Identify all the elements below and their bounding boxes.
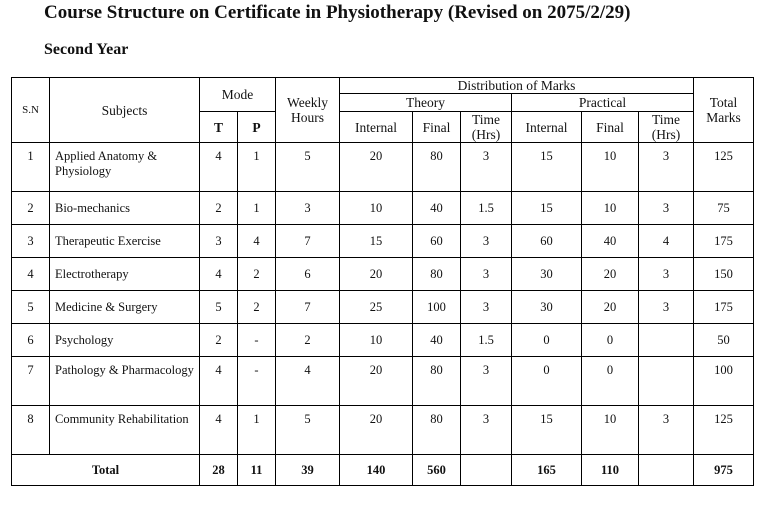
table-row bbox=[12, 291, 754, 324]
total-row bbox=[12, 455, 754, 486]
cell-theory-time: 1.5 bbox=[461, 324, 512, 357]
cell-subject: Community Rehabilitation bbox=[50, 406, 200, 455]
cell-subject: Therapeutic Exercise bbox=[50, 225, 200, 258]
cell-practical-internal: 30 bbox=[512, 291, 582, 324]
header-practical-time: Time (Hrs) bbox=[639, 112, 694, 143]
cell-t: 4 bbox=[200, 258, 238, 291]
cell-total-marks: 175 bbox=[694, 291, 754, 324]
cell-p: 2 bbox=[238, 258, 276, 291]
cell-practical-time: 3 bbox=[639, 406, 694, 455]
cell-p: 2 bbox=[238, 291, 276, 324]
cell-t: 4 bbox=[200, 143, 238, 192]
table-row bbox=[12, 225, 754, 258]
cell-theory-internal: 15 bbox=[340, 225, 413, 258]
total-weekly-hours: 39 bbox=[276, 455, 340, 486]
cell-weekly-hours: 7 bbox=[276, 225, 340, 258]
table-row bbox=[12, 258, 754, 291]
cell-practical-final: 10 bbox=[582, 192, 639, 225]
cell-t: 2 bbox=[200, 192, 238, 225]
header-practical-final: Final bbox=[582, 112, 639, 143]
cell-sn: 7 bbox=[12, 357, 50, 406]
header-practical-internal: Internal bbox=[512, 112, 582, 143]
cell-theory-internal: 20 bbox=[340, 357, 413, 406]
cell-weekly-hours: 7 bbox=[276, 291, 340, 324]
header-weekly-hours: Weekly Hours bbox=[276, 78, 340, 143]
cell-theory-internal: 20 bbox=[340, 258, 413, 291]
course-structure-table bbox=[11, 77, 754, 486]
cell-theory-internal: 20 bbox=[340, 406, 413, 455]
cell-total-marks: 75 bbox=[694, 192, 754, 225]
cell-theory-time: 3 bbox=[461, 258, 512, 291]
total-practical-final: 110 bbox=[582, 455, 639, 486]
header-theory-final: Final bbox=[413, 112, 461, 143]
cell-weekly-hours: 4 bbox=[276, 357, 340, 406]
cell-total-marks: 100 bbox=[694, 357, 754, 406]
cell-theory-time: 3 bbox=[461, 225, 512, 258]
header-theory-time: Time (Hrs) bbox=[461, 112, 512, 143]
cell-sn: 1 bbox=[12, 143, 50, 192]
cell-sn: 8 bbox=[12, 406, 50, 455]
table-body bbox=[12, 143, 754, 486]
table-row bbox=[12, 192, 754, 225]
cell-practical-internal: 0 bbox=[512, 357, 582, 406]
cell-theory-internal: 25 bbox=[340, 291, 413, 324]
cell-theory-final: 80 bbox=[413, 258, 461, 291]
cell-total-marks: 125 bbox=[694, 143, 754, 192]
header-mode: Mode bbox=[200, 78, 276, 112]
total-theory-final: 560 bbox=[413, 455, 461, 486]
cell-theory-time: 3 bbox=[461, 406, 512, 455]
cell-total-marks: 175 bbox=[694, 225, 754, 258]
cell-practical-final: 40 bbox=[582, 225, 639, 258]
cell-theory-time: 3 bbox=[461, 143, 512, 192]
table-row bbox=[12, 143, 754, 192]
table-row bbox=[12, 357, 754, 406]
cell-sn: 5 bbox=[12, 291, 50, 324]
total-practical-time bbox=[639, 455, 694, 486]
cell-p: 1 bbox=[238, 143, 276, 192]
cell-subject: Pathology & Pharmacology bbox=[50, 357, 200, 406]
cell-t: 4 bbox=[200, 406, 238, 455]
cell-practical-final: 10 bbox=[582, 143, 639, 192]
cell-practical-time: 3 bbox=[639, 143, 694, 192]
cell-theory-final: 40 bbox=[413, 192, 461, 225]
header-mode-t: T bbox=[200, 112, 238, 143]
total-theory-internal: 140 bbox=[340, 455, 413, 486]
header-total-marks: Total Marks bbox=[694, 78, 754, 143]
cell-practical-internal: 15 bbox=[512, 192, 582, 225]
cell-theory-internal: 10 bbox=[340, 192, 413, 225]
cell-weekly-hours: 3 bbox=[276, 192, 340, 225]
cell-weekly-hours: 5 bbox=[276, 143, 340, 192]
cell-theory-time: 3 bbox=[461, 291, 512, 324]
cell-p: 4 bbox=[238, 225, 276, 258]
cell-subject: Bio-mechanics bbox=[50, 192, 200, 225]
header-practical: Practical bbox=[512, 94, 694, 112]
total-marks: 975 bbox=[694, 455, 754, 486]
cell-theory-final: 80 bbox=[413, 406, 461, 455]
cell-practical-internal: 60 bbox=[512, 225, 582, 258]
cell-practical-time bbox=[639, 357, 694, 406]
cell-weekly-hours: 2 bbox=[276, 324, 340, 357]
table-header bbox=[12, 78, 754, 143]
cell-theory-final: 80 bbox=[413, 357, 461, 406]
cell-practical-time bbox=[639, 324, 694, 357]
cell-practical-final: 0 bbox=[582, 324, 639, 357]
cell-t: 3 bbox=[200, 225, 238, 258]
cell-theory-final: 80 bbox=[413, 143, 461, 192]
cell-practical-final: 0 bbox=[582, 357, 639, 406]
cell-practical-internal: 15 bbox=[512, 143, 582, 192]
cell-theory-final: 100 bbox=[413, 291, 461, 324]
header-theory: Theory bbox=[340, 94, 512, 112]
header-subjects: Subjects bbox=[50, 78, 200, 143]
cell-subject: Psychology bbox=[50, 324, 200, 357]
cell-sn: 2 bbox=[12, 192, 50, 225]
cell-t: 4 bbox=[200, 357, 238, 406]
cell-sn: 6 bbox=[12, 324, 50, 357]
cell-practical-time: 3 bbox=[639, 258, 694, 291]
table-row bbox=[12, 324, 754, 357]
cell-p: 1 bbox=[238, 406, 276, 455]
cell-total-marks: 125 bbox=[694, 406, 754, 455]
cell-practical-internal: 15 bbox=[512, 406, 582, 455]
cell-theory-internal: 10 bbox=[340, 324, 413, 357]
cell-practical-internal: 30 bbox=[512, 258, 582, 291]
cell-p: 1 bbox=[238, 192, 276, 225]
cell-subject: Applied Anatomy & Physiology bbox=[50, 143, 200, 192]
cell-total-marks: 150 bbox=[694, 258, 754, 291]
cell-practical-final: 20 bbox=[582, 291, 639, 324]
total-t: 28 bbox=[200, 455, 238, 486]
cell-practical-time: 3 bbox=[639, 291, 694, 324]
cell-theory-final: 60 bbox=[413, 225, 461, 258]
cell-practical-final: 20 bbox=[582, 258, 639, 291]
cell-t: 5 bbox=[200, 291, 238, 324]
total-p: 11 bbox=[238, 455, 276, 486]
cell-subject: Electrotherapy bbox=[50, 258, 200, 291]
header-distribution-of-marks: Distribution of Marks bbox=[340, 78, 694, 94]
header-mode-p: P bbox=[238, 112, 276, 143]
table-row bbox=[12, 406, 754, 455]
header-theory-internal: Internal bbox=[340, 112, 413, 143]
cell-theory-time: 1.5 bbox=[461, 192, 512, 225]
cell-practical-internal: 0 bbox=[512, 324, 582, 357]
page-title: Course Structure on Certificate in Physiotherapy (Revised on 2075/2/29) bbox=[44, 2, 631, 23]
cell-practical-time: 3 bbox=[639, 192, 694, 225]
cell-p: - bbox=[238, 357, 276, 406]
cell-sn: 4 bbox=[12, 258, 50, 291]
cell-total-marks: 50 bbox=[694, 324, 754, 357]
cell-theory-internal: 20 bbox=[340, 143, 413, 192]
total-label: Total bbox=[12, 455, 200, 486]
cell-theory-time: 3 bbox=[461, 357, 512, 406]
cell-subject: Medicine & Surgery bbox=[50, 291, 200, 324]
cell-weekly-hours: 5 bbox=[276, 406, 340, 455]
section-title: Second Year bbox=[44, 41, 129, 58]
cell-weekly-hours: 6 bbox=[276, 258, 340, 291]
cell-p: - bbox=[238, 324, 276, 357]
total-practical-internal: 165 bbox=[512, 455, 582, 486]
header-sn: S.N bbox=[12, 78, 50, 143]
cell-practical-final: 10 bbox=[582, 406, 639, 455]
cell-t: 2 bbox=[200, 324, 238, 357]
cell-practical-time: 4 bbox=[639, 225, 694, 258]
cell-sn: 3 bbox=[12, 225, 50, 258]
total-theory-time bbox=[461, 455, 512, 486]
cell-theory-final: 40 bbox=[413, 324, 461, 357]
